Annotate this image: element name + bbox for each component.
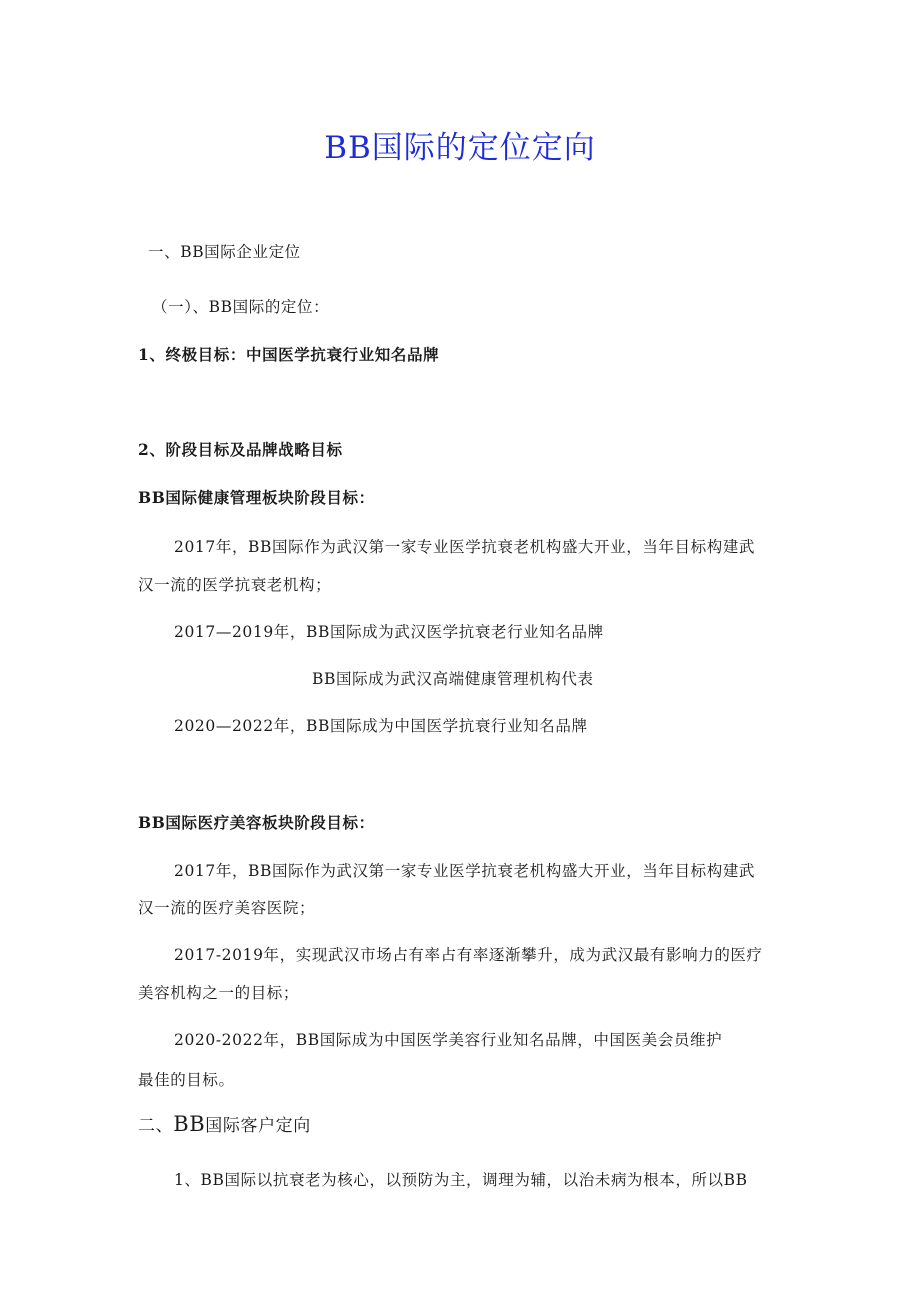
health-block-heading: BB国际健康管理板块阶段目标： xyxy=(138,488,375,507)
health-paragraph-1-line-2: 汉一流的医学抗衰老机构； xyxy=(138,576,332,594)
health-paragraph-4: 2020—2022年，BB国际成为中国医学抗衰行业知名品牌 xyxy=(174,717,588,735)
health-paragraph-3: BB国际成为武汉高端健康管理机构代表 xyxy=(312,670,594,688)
section-2-paragraph-1: 1、BB国际以抗衰老为核心，以预防为主，调理为辅，以治未病为根本，所以BB xyxy=(174,1171,748,1189)
page-title: BB国际的定位定向 xyxy=(324,130,596,166)
beauty-paragraph-3-line-1: 2020-2022年，BB国际成为中国医学美容行业知名品牌，中国医美会员维护 xyxy=(174,1031,723,1049)
health-paragraph-2: 2017—2019年，BB国际成为武汉医学抗衰老行业知名品牌 xyxy=(174,623,604,641)
section-1-heading: 一、BB国际企业定位 xyxy=(148,243,301,261)
beauty-paragraph-2-line-2: 美容机构之一的目标； xyxy=(138,984,300,1002)
beauty-block-heading: BB国际医疗美容板块阶段目标： xyxy=(138,813,375,832)
section-2-heading xyxy=(138,1114,311,1136)
beauty-paragraph-3-line-2: 最佳的目标。 xyxy=(138,1071,235,1089)
beauty-paragraph-1-line-1: 2017年，BB国际作为武汉第一家专业医学抗衰老机构盛大开业，当年目标构建武 xyxy=(174,862,756,880)
beauty-paragraph-2-line-1: 2017-2019年，实现武汉市场占有率占有率逐渐攀升，成为武汉最有影响力的医疗 xyxy=(174,946,763,964)
goal-ultimate: 1、终极目标：中国医学抗衰行业知名品牌 xyxy=(138,345,440,364)
sub-heading-positioning: （一）、BB国际的定位： xyxy=(152,298,330,316)
goal-stage: 2、阶段目标及品牌战略目标 xyxy=(138,440,343,459)
beauty-paragraph-1-line-2: 汉一流的医疗美容医院； xyxy=(138,899,316,917)
section-2-heading-brand: BB xyxy=(173,1112,206,1136)
health-paragraph-1-line-1: 2017年，BB国际作为武汉第一家专业医学抗衰老机构盛大开业，当年目标构建武 xyxy=(174,538,756,556)
section-2-heading-rest: 国际客户定向 xyxy=(205,1116,311,1136)
section-2-heading-prefix: 二、 xyxy=(138,1116,174,1136)
